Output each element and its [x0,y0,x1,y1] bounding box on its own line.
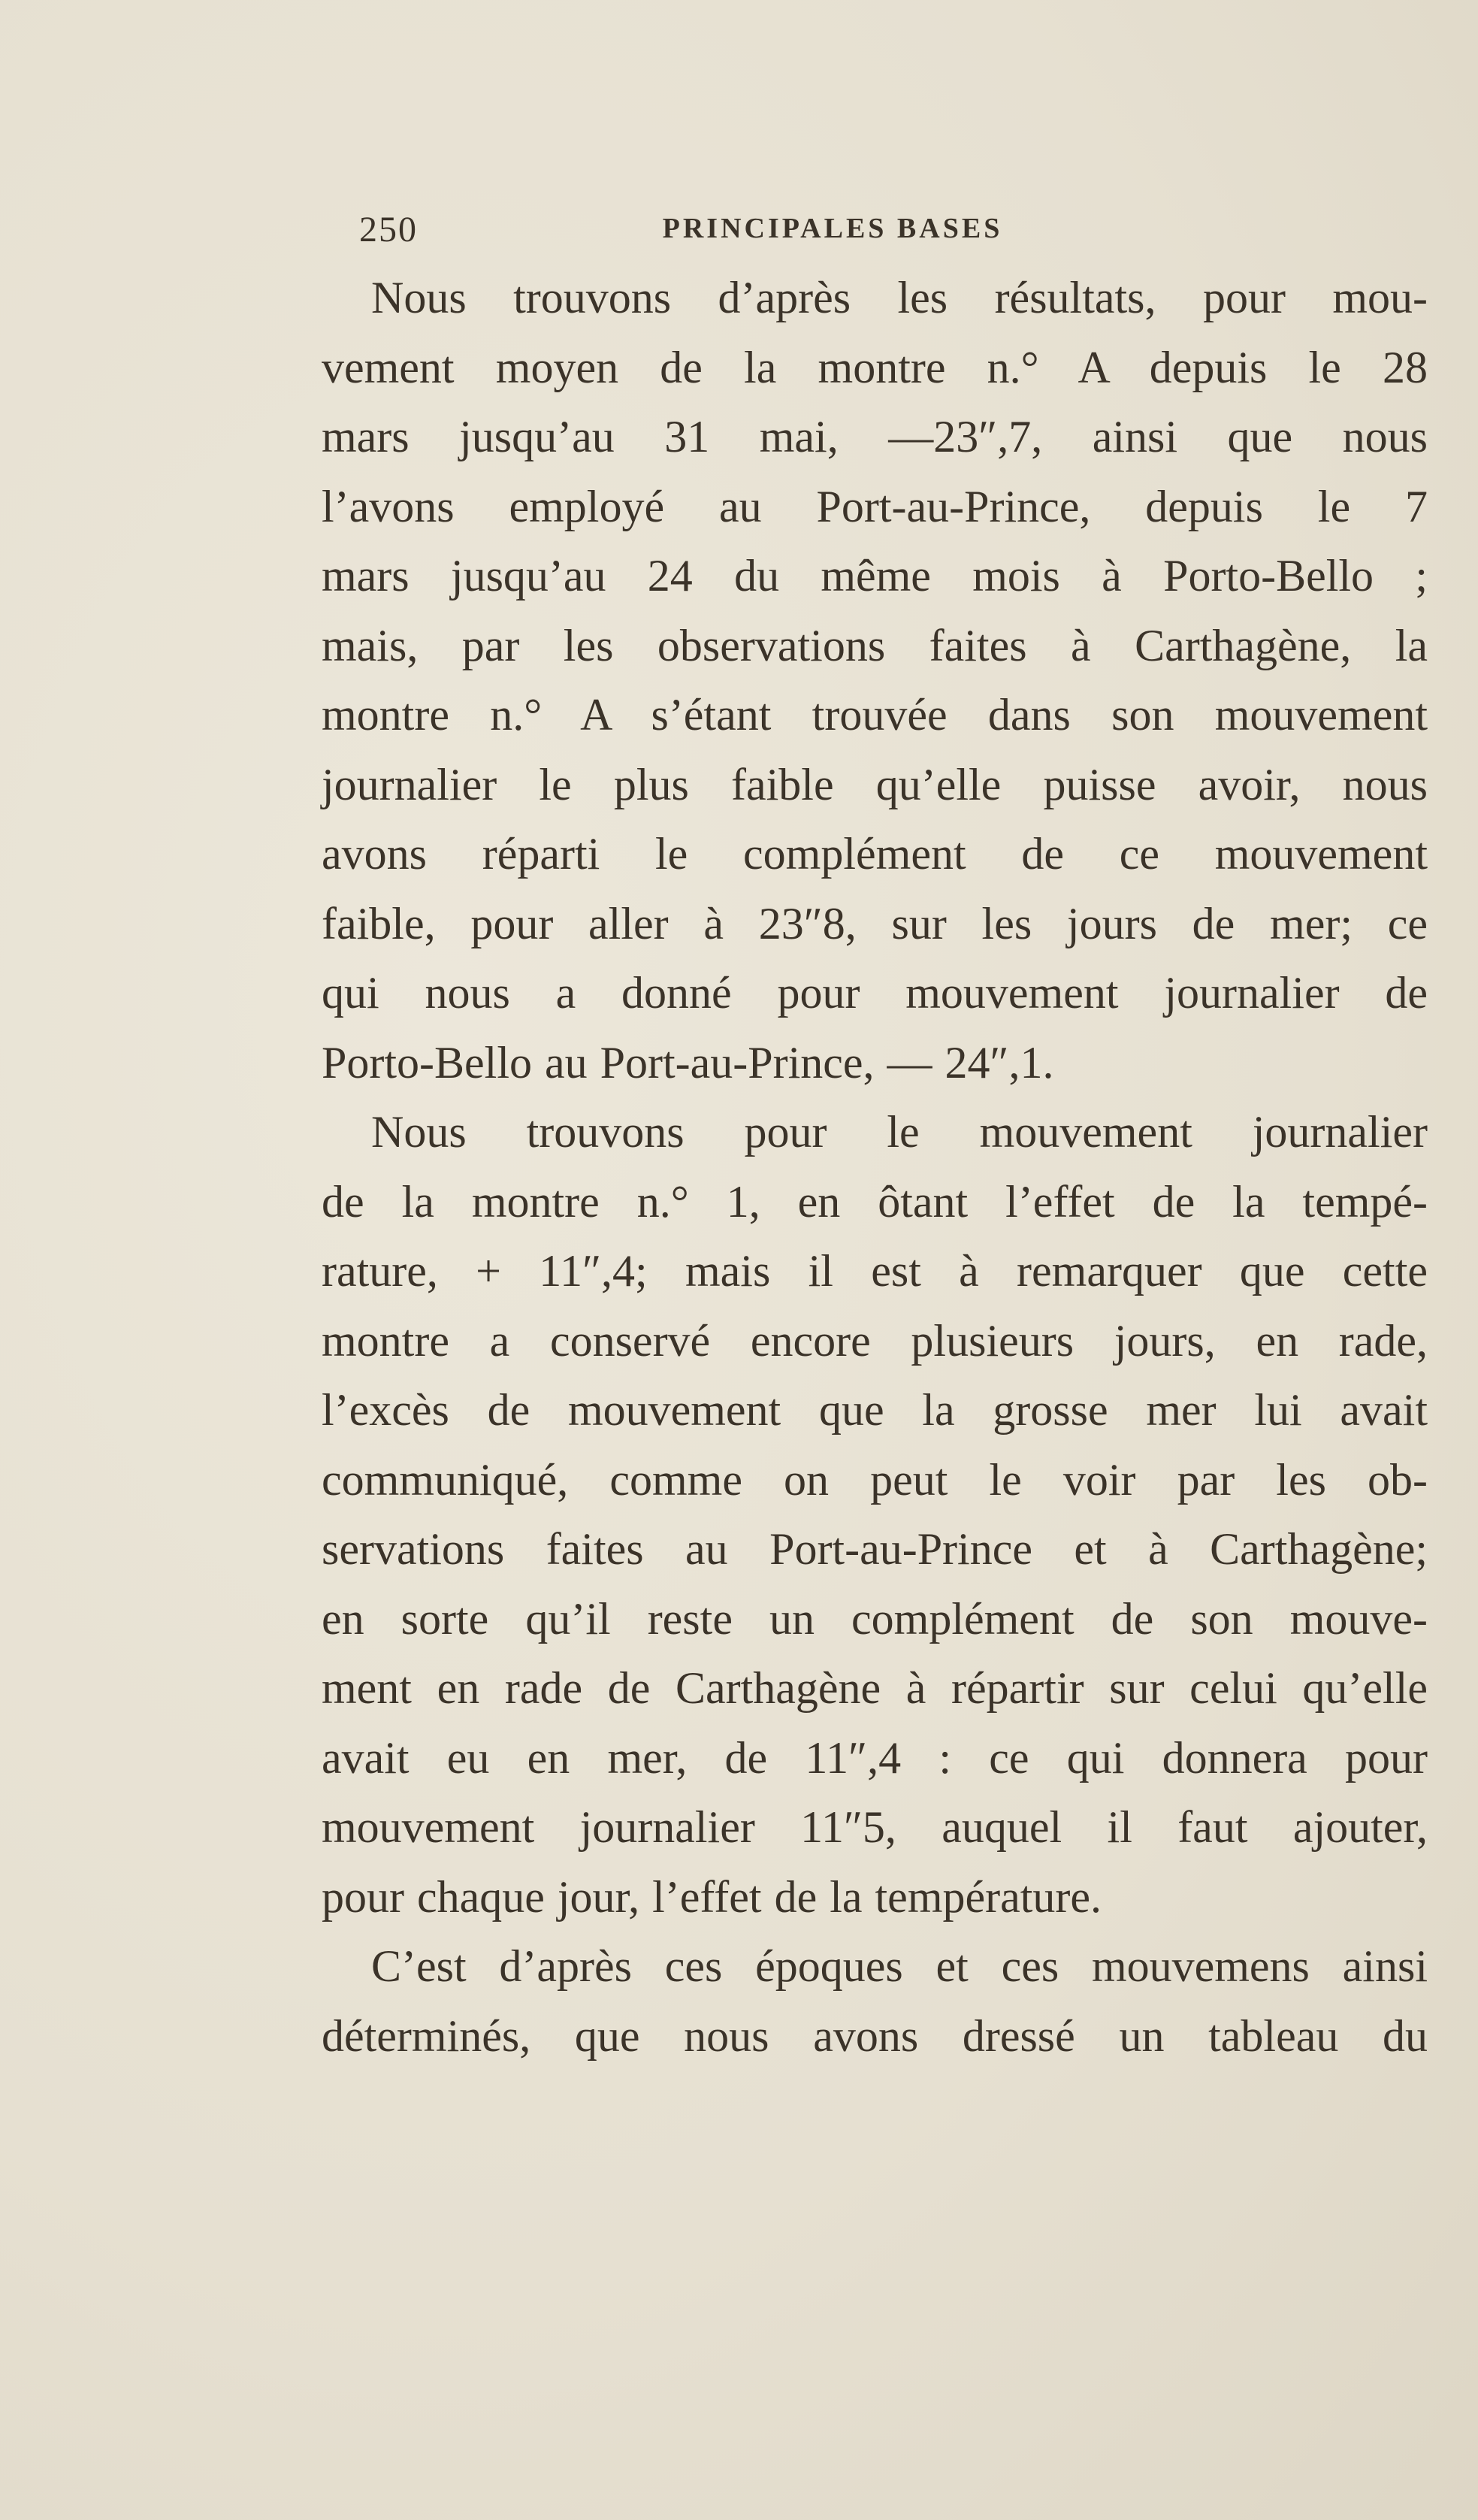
text-line: journalier le plus faible qu’elle puisse avoir, nous [322,759,1428,809]
text-line: mais, par les observations faites à Carthagène, la [322,620,1428,670]
text-line: ment en rade de Carthagène à répartir sur celui qu’elle [322,1663,1428,1713]
text-line: pour chaque jour, l’effet de la température. [322,1871,1102,1922]
text-line: Nous trouvons d’après les résultats, pour mou- [371,273,1428,322]
text-line: avons réparti le complément de ce mouvement [322,829,1428,879]
text-line: montre n.° A s’étant trouvée dans son mouvement [322,690,1428,740]
text-line: l’excès de mouvement que la grosse mer lui avait [322,1385,1428,1435]
text-line: servations faites au Port-au-Prince et à Carthagène; [322,1524,1428,1574]
text-line: avait eu en mer, de 11″,4 : ce qui donnera pour [322,1732,1428,1783]
text-line: de la montre n.° 1, en ôtant l’effet de la tempé- [322,1176,1428,1227]
running-title: PRINCIPALES BASES [662,213,1003,244]
text-line: Nous trouvons pour le mouvement journalier [371,1107,1428,1157]
text-line: C’est d’après ces époques et ces mouvemens ainsi [371,1941,1428,1991]
text-line: l’avons employé au Port-au-Prince, depuis le 7 [322,481,1428,531]
page-number: 250 [359,210,418,250]
text-line: Porto-Bello au Port-au-Prince, — 24″,1. [322,1037,1054,1088]
text-line: en sorte qu’il reste un complément de son mouve- [322,1593,1428,1644]
page-header [359,209,1426,254]
text-line: vement moyen de la montre n.° A depuis le 28 [322,342,1428,392]
text-line: déterminés, que nous avons dressé un tableau du [322,2010,1428,2061]
paragraph [322,1932,1428,2071]
paragraph [322,1097,1428,1932]
text-line: qui nous a donné pour mouvement journalier de [322,968,1428,1018]
body-text [322,263,1428,2071]
paragraph [322,263,1428,1097]
text-line: mars jusqu’au 24 du même mois à Porto-Bello ; [322,551,1428,601]
text-line: communiqué, comme on peut le voir par les ob- [322,1454,1428,1505]
text-line: faible, pour aller à 23″8, sur les jours de mer; ce [322,898,1428,948]
text-line: mouvement journalier 11″5, auquel il faut ajouter, [322,1802,1428,1852]
text-line: mars jusqu’au 31 mai, —23″,7, ainsi que nous [322,412,1428,461]
text-line: montre a conservé encore plusieurs jours, en rade, [322,1315,1428,1366]
text-line: rature, + 11″,4; mais il est à remarquer que cette [322,1246,1428,1296]
